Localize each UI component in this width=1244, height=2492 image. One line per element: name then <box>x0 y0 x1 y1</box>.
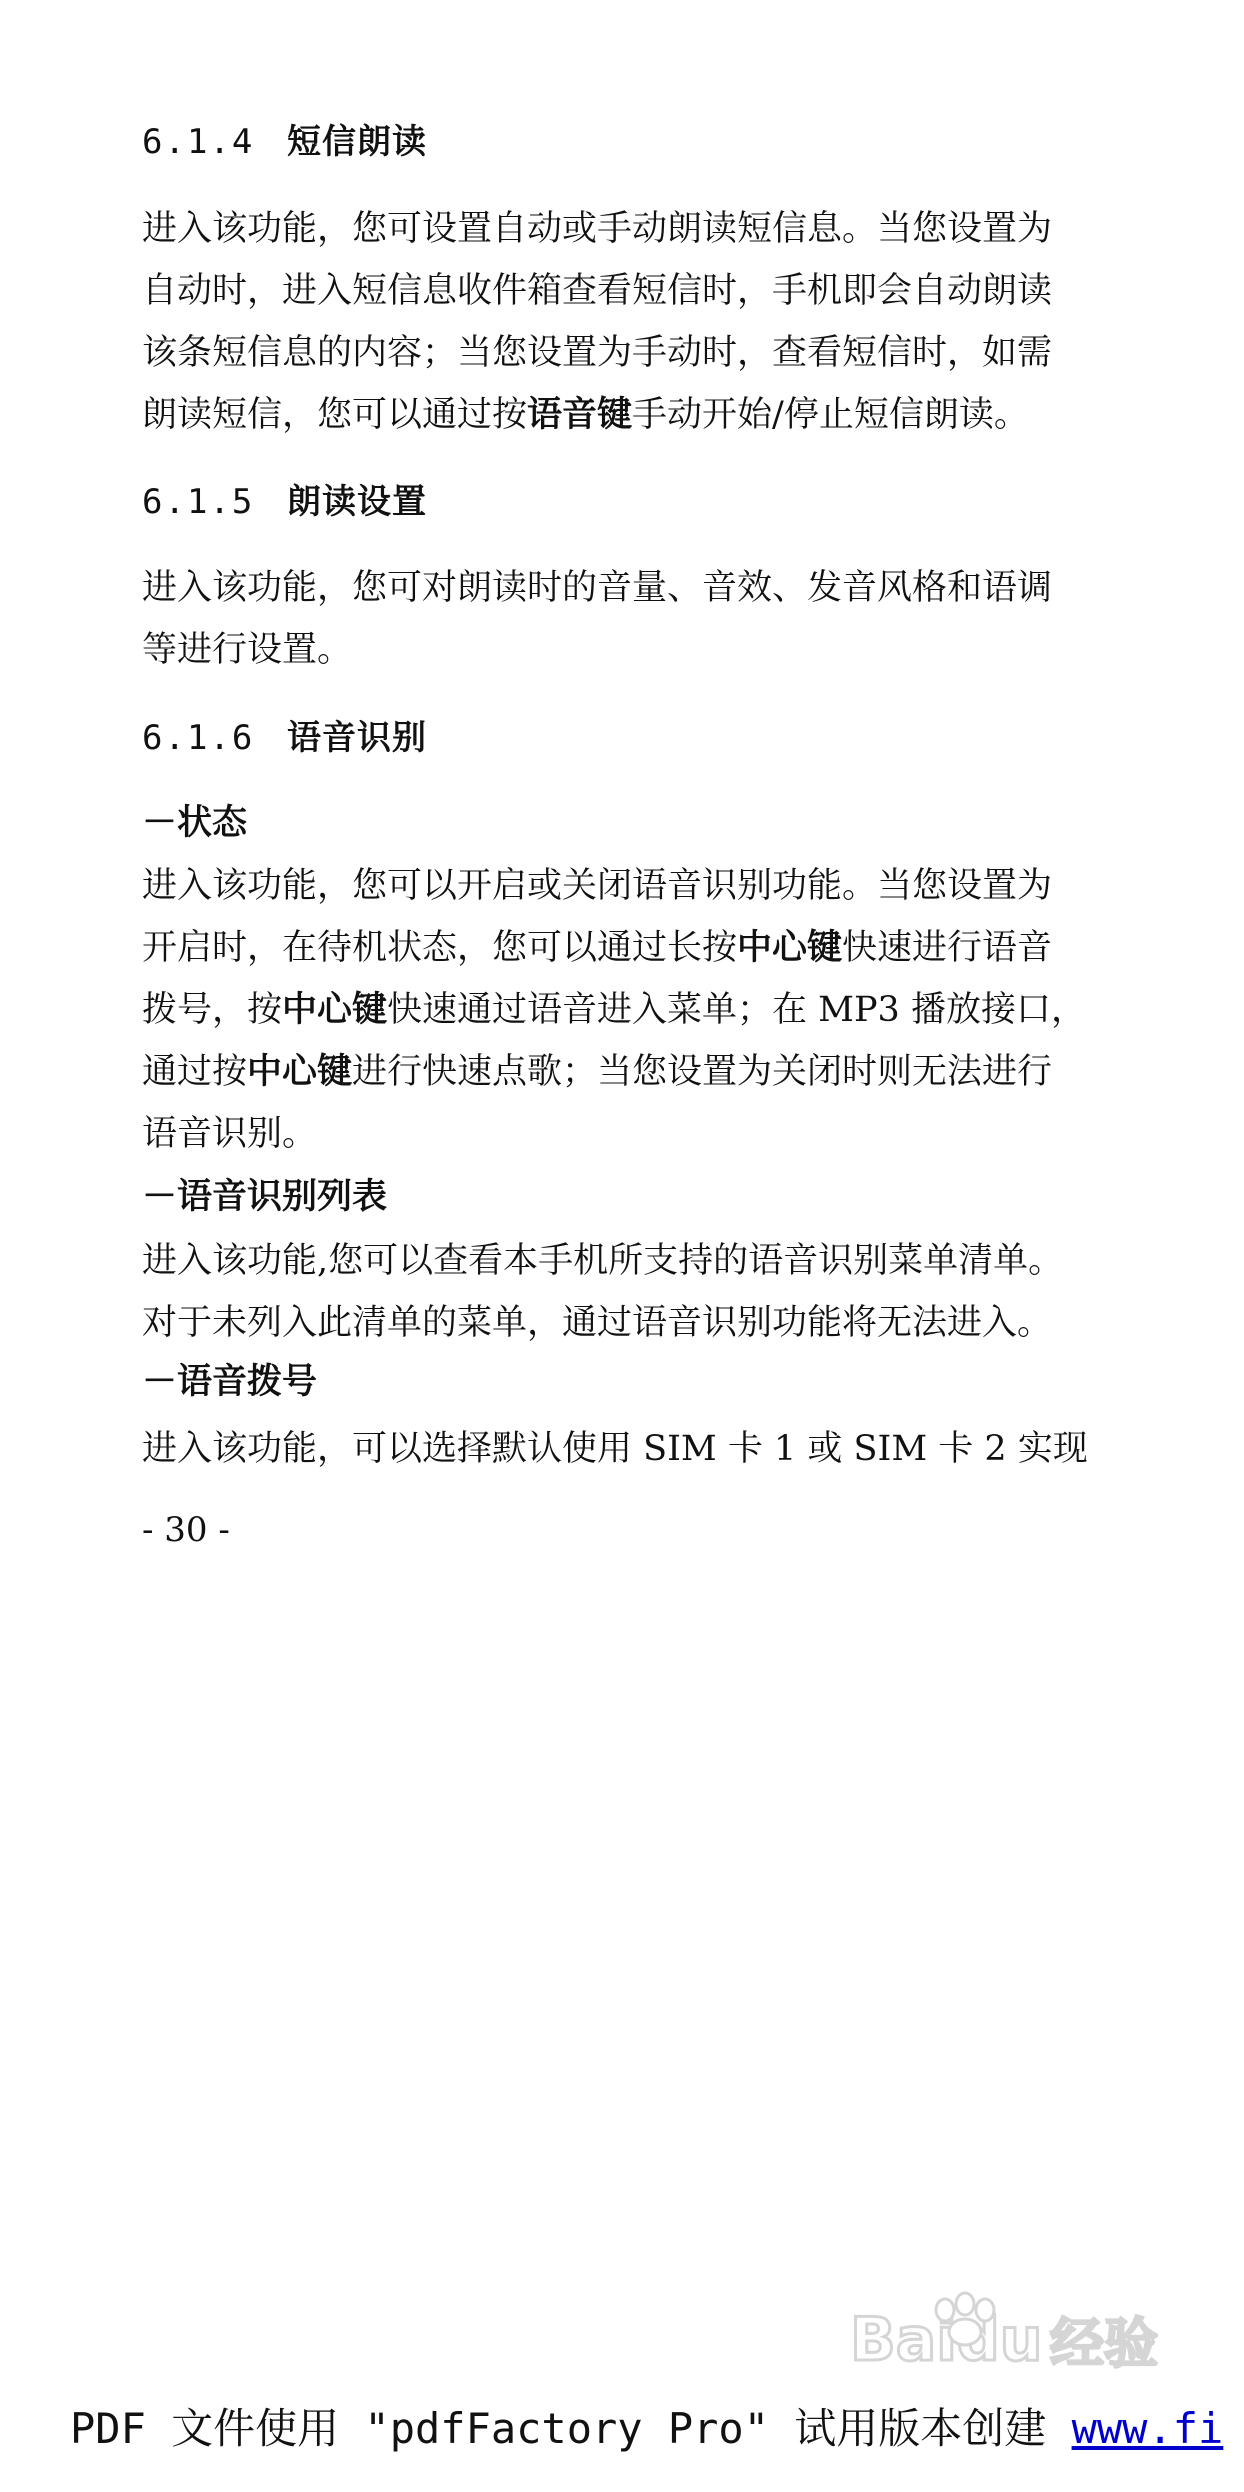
section-title: 语音识别 <box>287 718 427 758</box>
text-line: 进入该功能,您可以查看本手机所支持的语音识别菜单清单。 <box>142 1241 1064 1281</box>
subsection-paragraph <box>142 855 1092 1165</box>
subsection-paragraph <box>142 1230 1092 1354</box>
text-line: 语音识别。 <box>142 1114 318 1154</box>
section-heading <box>142 122 427 162</box>
text-line: 自动时，进入短信息收件箱查看短信时，手机即会自动朗读 <box>142 271 1053 311</box>
text-line: 朗读短信，您可以通过按语音键手动开始/停止短信朗读。 <box>142 395 1029 435</box>
section-title: 短信朗读 <box>287 122 427 162</box>
text-line: 等进行设置。 <box>142 630 353 670</box>
page-number: - 30 - <box>142 1510 230 1550</box>
text-line: 进入该功能，您可以开启或关闭语音识别功能。当您设置为 <box>142 866 1053 906</box>
section-heading <box>142 482 427 522</box>
footer-note <box>70 2404 1223 2454</box>
text-line: 通过按中心键进行快速点歌；当您设置为关闭时则无法进行 <box>142 1052 1053 1092</box>
subsection-paragraph <box>142 1418 1092 1480</box>
text-line: 对于未列入此清单的菜单，通过语音识别功能将无法进入。 <box>142 1303 1053 1343</box>
text-line: 该条短信息的内容；当您设置为手动时，查看短信时，如需 <box>142 333 1053 373</box>
watermark-logo <box>850 2290 1180 2380</box>
text-line: 进入该功能，您可对朗读时的音量、音效、发音风格和语调 <box>142 568 1053 608</box>
footer-link[interactable]: www.fi <box>1071 2404 1224 2453</box>
section-number: 6.1.6 <box>142 718 255 758</box>
section-paragraph <box>142 198 1092 446</box>
key-name: 中心键 <box>247 1052 353 1092</box>
text-line: 开启时，在待机状态，您可以通过长按中心键快速进行语音 <box>142 928 1053 968</box>
subsection-label: －语音拨号 <box>142 1362 318 1402</box>
section-number: 6.1.4 <box>142 122 255 162</box>
text-line: 拨号，按中心键快速通过语音进入菜单；在 MP3 播放接口， <box>142 990 1086 1030</box>
key-name: 中心键 <box>737 928 843 968</box>
section-title: 朗读设置 <box>287 482 427 522</box>
subsection-label: －语音识别列表 <box>142 1177 388 1217</box>
text-line: 进入该功能，可以选择默认使用 SIM 卡 1 或 SIM 卡 2 实现 <box>142 1429 1088 1469</box>
footer-text: PDF 文件使用 "pdfFactory Pro" 试用版本创建 <box>70 2404 1072 2453</box>
section-paragraph <box>142 557 1092 681</box>
watermark-brand: Baidu <box>850 2305 1043 2375</box>
text-line: 进入该功能，您可设置自动或手动朗读短信息。当您设置为 <box>142 209 1053 249</box>
section-number: 6.1.5 <box>142 482 255 522</box>
watermark-suffix: 经验 <box>1050 2312 1158 2375</box>
subsection-label: －状态 <box>142 803 248 843</box>
section-heading <box>142 718 427 758</box>
key-name: 语音键 <box>527 395 633 435</box>
key-name: 中心键 <box>282 990 388 1030</box>
